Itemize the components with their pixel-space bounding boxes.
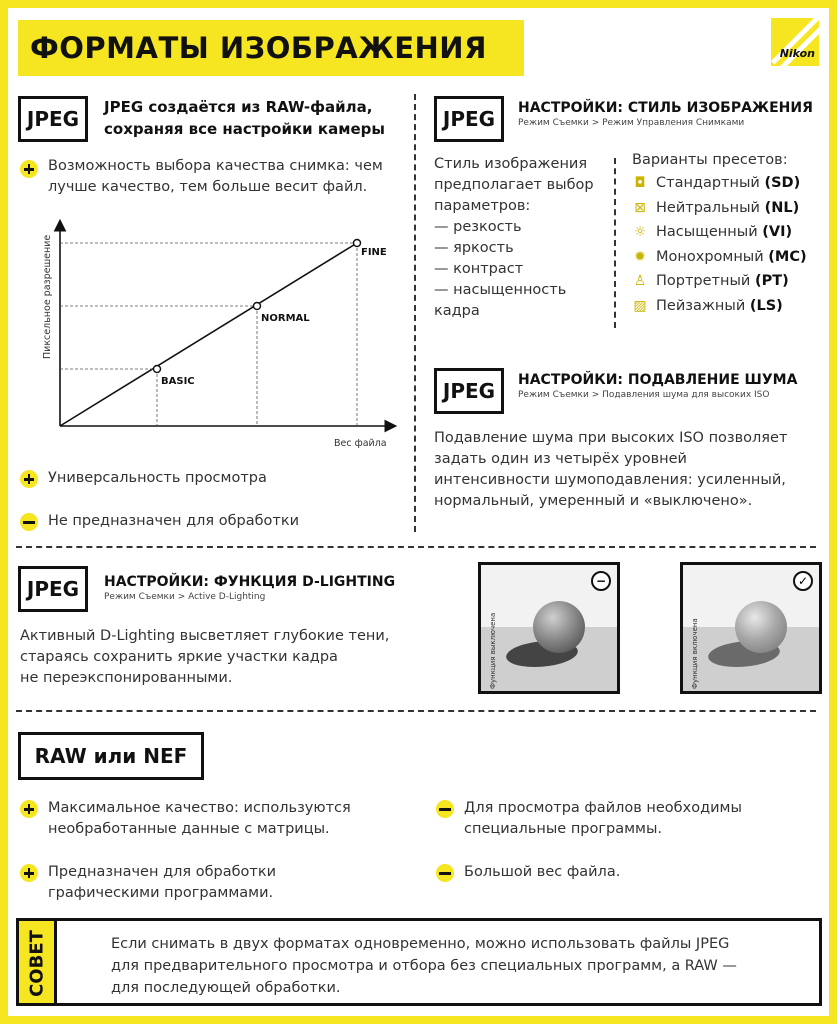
style-path: Режим Съемки > Режим Управления Снимками — [518, 118, 745, 128]
preset-code: (PT) — [754, 273, 789, 290]
style-description-line: предполагает выбор — [434, 177, 594, 193]
infographic-page — [8, 8, 829, 1016]
camera-icon: ◘ — [634, 175, 646, 192]
page-title: ФОРМАТЫ ИЗОБРАЖЕНИЯ — [30, 31, 487, 65]
noise-line: нормальный, умеренный и «выключено». — [434, 493, 753, 509]
mono-sun-icon: ✹ — [634, 248, 646, 265]
dlighting-on-label: Функция включена — [691, 618, 699, 689]
style-heading: НАСТРОЙКИ: СТИЛЬ ИЗОБРАЖЕНИЯ — [518, 100, 813, 116]
presets-title: Варианты пресетов: — [632, 152, 788, 168]
preset-name: Стандартный (SD) — [656, 175, 801, 192]
style-description-line: Стиль изображения — [434, 156, 588, 172]
preset-item — [632, 269, 807, 294]
jpeg-plus-universal: Универсальность просмотра — [48, 470, 267, 486]
dlighting-line: не переэкспонированными. — [20, 670, 233, 686]
raw-badge: RAW или NEF — [18, 732, 204, 780]
style-heading-block — [518, 98, 813, 128]
portrait-icon: ♙ — [633, 273, 647, 290]
data-point — [254, 303, 261, 310]
noise-heading: НАСТРОЙКИ: ПОДАВЛЕНИЕ ШУМА — [518, 372, 798, 388]
tip-text — [111, 933, 737, 999]
trend-line — [60, 243, 357, 426]
dlighting-description — [20, 626, 389, 689]
style-description-line: — резкость — [434, 219, 522, 235]
style-description-line: — контраст — [434, 261, 524, 277]
raw-line: Максимальное качество: используются — [48, 800, 351, 816]
point-label: BASIC — [161, 376, 195, 387]
dlighting-off-label: Функция выключена — [489, 612, 497, 689]
preset-name: Насыщенный (VI) — [656, 224, 793, 241]
preset-name: Портретный (PT) — [656, 273, 789, 290]
style-description-line: — насыщенность — [434, 282, 567, 298]
dlighting-on-photo — [680, 562, 822, 694]
minus-icon — [20, 513, 38, 531]
preset-item — [632, 171, 807, 196]
preset-name: Пейзажный (LS) — [656, 297, 783, 314]
preset-code: (SD) — [764, 175, 801, 192]
jpeg-plus-quality: Возможность выбора качества снимка: чем лучше качество, тем больше весит файл. — [48, 158, 383, 195]
preset-item — [632, 220, 807, 245]
style-divider — [614, 158, 616, 328]
plus-icon — [20, 864, 38, 882]
preset-code: (NL) — [764, 199, 800, 216]
preset-name: Монохромный (MC) — [656, 248, 807, 265]
point-label: FINE — [361, 247, 387, 258]
jpeg-badge: JPEG — [434, 368, 504, 414]
raw-line: необработанные данные с матрицы. — [48, 821, 330, 837]
dlighting-heading: НАСТРОЙКИ: ФУНКЦИЯ D-LIGHTING — [104, 574, 396, 590]
raw-plus-processing — [48, 862, 276, 904]
presets-list — [632, 150, 807, 318]
jpeg-badge: JPEG — [18, 566, 88, 612]
check-circle-icon: ✓ — [793, 571, 813, 591]
minus-icon — [436, 800, 454, 818]
tip-line: для последующей обработки. — [111, 980, 341, 996]
preset-item — [632, 245, 807, 270]
raw-line: графическими программами. — [48, 885, 274, 901]
jpeg-badge: JPEG — [434, 96, 504, 142]
data-point — [354, 240, 361, 247]
preset-item — [632, 294, 807, 319]
neutral-icon: ⊠ — [634, 199, 646, 216]
noise-heading-block — [518, 370, 797, 400]
tip-label: СОВЕТ — [26, 930, 48, 997]
x-axis-label: Вес файла — [334, 438, 387, 449]
noise-line: интенсивности шумоподавления: усиленный, — [434, 472, 786, 488]
sun-icon: ☼ — [633, 224, 647, 241]
y-axis-label: Пиксельное разрешение — [42, 234, 53, 359]
plus-icon — [20, 160, 38, 178]
tip-line: для предварительного просмотра и отбора без специальных программ, а RAW — — [111, 958, 737, 974]
tip-line: Если снимать в двух форматах одновременно, можно использовать файлы JPEG — [111, 936, 730, 952]
title-bar — [18, 20, 524, 76]
minus-circle-icon: − — [591, 571, 611, 591]
horizontal-divider — [16, 546, 816, 548]
jpeg-badge: JPEG — [18, 96, 88, 142]
preset-name: Нейтральный (NL) — [656, 199, 800, 216]
nikon-logo: Nikon — [771, 18, 819, 66]
preset-code: (VI) — [762, 224, 793, 241]
style-description-line: — яркость — [434, 240, 514, 256]
jpeg-minus-processing: Не предназначен для обработки — [48, 513, 300, 529]
preset-code: (LS) — [749, 297, 783, 314]
quality-chart — [32, 214, 402, 454]
noise-line: Подавление шума при высоких ISO позволяет — [434, 430, 788, 446]
noise-path: Режим Съемки > Подавления шума для высоких ISO — [518, 390, 770, 400]
raw-line: специальные программы. — [464, 821, 663, 837]
minus-icon — [436, 864, 454, 882]
noise-description — [434, 428, 787, 512]
raw-plus-quality — [48, 798, 351, 840]
preset-code: (MC) — [768, 248, 807, 265]
vertical-divider — [414, 94, 416, 532]
style-description-line: параметров: — [434, 198, 531, 214]
style-description — [434, 154, 594, 322]
plus-icon — [20, 800, 38, 818]
dlighting-line: стараясь сохранить яркие участки кадра — [20, 649, 338, 665]
point-label: NORMAL — [261, 313, 310, 324]
preset-item — [632, 196, 807, 221]
tip-box — [16, 918, 822, 1006]
jpeg-intro-heading: JPEG создаётся из RAW-файла, сохраняя все настройки камеры — [104, 98, 385, 138]
landscape-icon: ▨ — [633, 297, 647, 314]
horizontal-divider — [16, 710, 816, 712]
raw-minus-size — [464, 862, 620, 883]
dlighting-path: Режим Съемки > Active D-Lighting — [104, 592, 266, 602]
raw-line: Предназначен для обработки — [48, 864, 277, 880]
dlighting-line: Активный D-Lighting высветляет глубокие тени, — [20, 628, 390, 644]
raw-minus-software — [464, 798, 742, 840]
plus-icon — [20, 470, 38, 488]
dlighting-off-photo — [478, 562, 620, 694]
style-description-line: кадра — [434, 303, 480, 319]
data-point — [154, 366, 161, 373]
dlighting-heading-block — [104, 572, 395, 602]
raw-line: Для просмотра файлов необходимы — [464, 800, 742, 816]
raw-line: Большой вес файла. — [464, 864, 621, 880]
noise-line: задать один из четырёх уровней — [434, 451, 687, 467]
